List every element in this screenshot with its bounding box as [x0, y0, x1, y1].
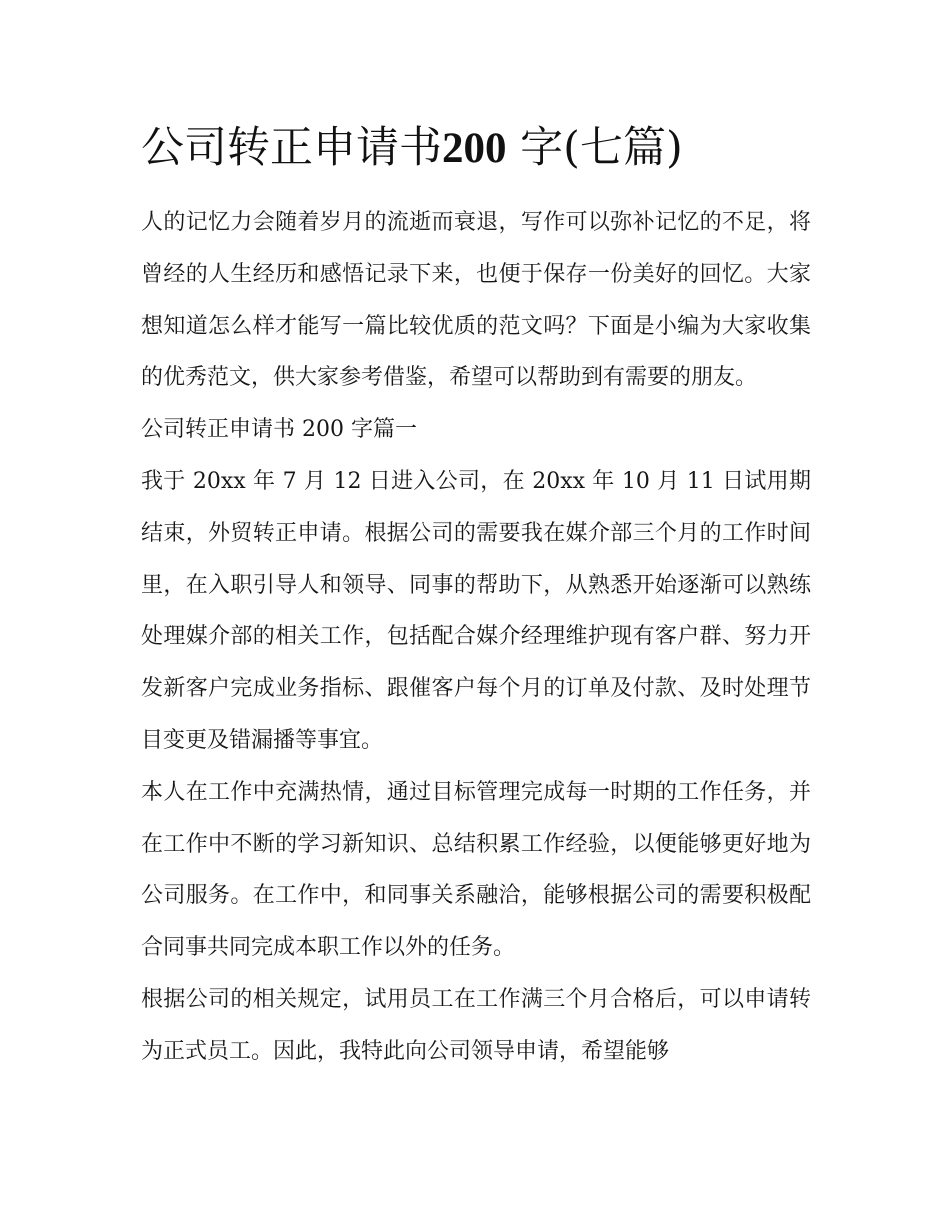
title-suffix: 字(七篇): [520, 123, 683, 173]
body-paragraph-1: 我于 20xx 年 7 月 12 日进入公司，在 20xx 年 10 月 11 日试用期结束，外贸转正申请。根据公司的需要我在媒介部三个月的工作时间里，在入职引导人和领导、同事的帮助下，从熟悉开始逐渐可以熟练处理媒介部的相关工作，包括配合媒介经理维护现有客户群、努力开发新客户完成业务指标、跟催客户每个月的订单及付款、及时处理节目变更及错漏播等事宜。: [141, 468, 811, 753]
document-title: [141, 116, 821, 181]
body-paragraph-2: 本人在工作中充满热情，通过目标管理完成每一时期的工作任务，并在工作中不断的学习新知识、总结积累工作经验，以便能够更好地为公司服务。在工作中，和同事关系融洽，能够根据公司的需要积极配合同事共同完成本职工作以外的任务。: [141, 779, 811, 961]
section-heading: 公司转正申请书 200 字篇一: [141, 417, 417, 443]
document-body: [141, 197, 811, 1078]
title-prefix: 公司转正申请书: [141, 123, 442, 173]
body-paragraph-3: 根据公司的相关规定，试用员工在工作满三个月合格后，可以申请转为正式员工。因此，我特此向公司领导申请，希望能够: [141, 986, 811, 1064]
title-number: 200: [442, 125, 507, 172]
intro-paragraph: 人的记忆力会随着岁月的流逝而衰退，写作可以弥补记忆的不足，将曾经的人生经历和感悟记录下来，也便于保存一份美好的回忆。大家想知道怎么样才能写一篇比较优质的范文吗？下面是小编为大家收集的优秀范文，供大家参考借鉴，希望可以帮助到有需要的朋友。: [141, 210, 811, 391]
